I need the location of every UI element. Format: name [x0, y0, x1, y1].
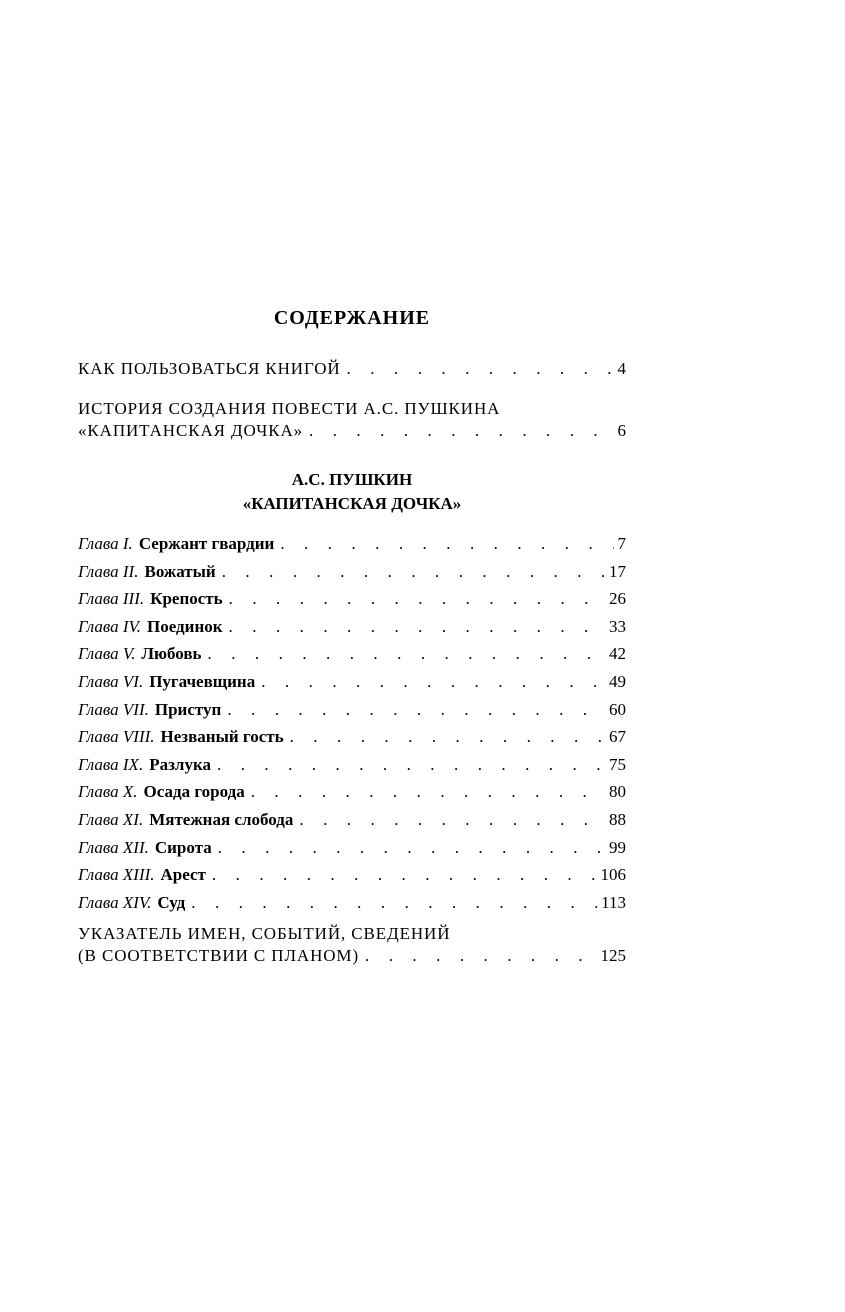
dot-leader [251, 778, 605, 806]
toc-entry-text: УКАЗАТЕЛЬ ИМЕН, СОБЫТИЙ, СВЕДЕНИЙ [78, 924, 451, 944]
chapter-name: Осада города [143, 782, 245, 802]
chapter-name: Разлука [149, 754, 211, 774]
chapter-name: Арест [160, 865, 206, 885]
chapter-label: Глава III. [78, 589, 145, 609]
chapter-label: Глава IV. [78, 616, 142, 636]
page-number: 33 [609, 616, 626, 636]
toc-title: СОДЕРЖАНИЕ [273, 307, 431, 329]
chapter-entry [78, 696, 626, 724]
page-number: 125 [600, 946, 626, 966]
page-number: 6 [617, 421, 626, 440]
work-heading [78, 468, 626, 516]
chapter-label: Глава IX. [78, 754, 144, 774]
chapter-label: Глава XII. [78, 837, 149, 857]
chapter-name: Незваный гость [160, 727, 284, 747]
toc-entry-text: (В СООТВЕТСТВИИ С ПЛАНОМ) [78, 946, 360, 966]
toc-entry-history [78, 398, 626, 442]
dot-leader [290, 723, 605, 751]
chapter-name: Любовь [141, 644, 202, 664]
chapter-name: Суд [157, 892, 186, 912]
page-number: 106 [600, 865, 626, 885]
chapter-list [78, 530, 626, 916]
chapter-entry [78, 751, 626, 779]
page-number: 7 [617, 534, 626, 553]
chapter-entry [78, 723, 626, 751]
chapter-entry [78, 530, 626, 558]
chapter-entry [78, 861, 626, 889]
page-number: 80 [609, 782, 626, 802]
toc-entry-text: ИСТОРИЯ СОЗДАНИЯ ПОВЕСТИ А.С. ПУШКИНА [78, 399, 501, 418]
page-number: 26 [609, 589, 626, 609]
dot-leader [229, 613, 605, 641]
chapter-entry [78, 640, 626, 668]
dot-leader [212, 861, 597, 889]
dot-leader [227, 696, 605, 724]
dot-leader [280, 530, 613, 558]
chapter-entry [78, 558, 626, 586]
dot-leader [217, 751, 605, 779]
page-number: 49 [609, 671, 626, 691]
chapter-name: Сирота [154, 837, 212, 857]
toc-entry-index [78, 923, 626, 967]
page-number: 4 [617, 359, 626, 378]
dot-leader [299, 806, 605, 834]
chapter-entry [78, 806, 626, 834]
chapter-label: Глава VI. [78, 671, 144, 691]
chapter-name: Крепость [150, 589, 223, 609]
chapter-label: Глава VIII. [78, 727, 155, 747]
page-number: 67 [609, 727, 626, 747]
chapter-label: Глава XIII. [78, 865, 155, 885]
chapter-name: Поединок [147, 616, 223, 636]
chapter-name: Вожатый [144, 561, 216, 581]
page-number: 88 [609, 809, 626, 829]
chapter-entry [78, 613, 626, 641]
chapter-entry [78, 834, 626, 862]
table-of-contents [78, 304, 626, 967]
page-number: 75 [609, 754, 626, 774]
page-number: 60 [609, 699, 626, 719]
work-author: А.С. ПУШКИН [291, 470, 413, 489]
page-number: 113 [601, 892, 626, 912]
dot-leader [222, 558, 605, 586]
page-number: 17 [609, 561, 626, 581]
chapter-name: Мятежная слобода [149, 809, 294, 829]
chapter-label: Глава XIV. [78, 892, 152, 912]
dot-leader [208, 640, 605, 668]
dot-leader [218, 834, 605, 862]
chapter-label: Глава V. [78, 644, 136, 664]
chapter-name: Пугачевщина [149, 671, 256, 691]
chapter-label: Глава II. [78, 561, 139, 581]
page-number: 99 [609, 837, 626, 857]
chapter-label: Глава XI. [78, 809, 144, 829]
toc-entry-text: «КАПИТАНСКАЯ ДОЧКА» [78, 421, 304, 440]
chapter-name: Приступ [154, 699, 222, 719]
dot-leader [347, 358, 614, 380]
toc-entry-how-to-use [78, 358, 626, 380]
page-number: 42 [609, 644, 626, 664]
chapter-label: Глава VII. [78, 699, 149, 719]
toc-entry-text: КАК ПОЛЬЗОВАТЬСЯ КНИГОЙ [78, 359, 341, 378]
dot-leader [191, 889, 597, 917]
chapter-entry [78, 585, 626, 613]
chapter-label: Глава X. [78, 782, 138, 802]
chapter-name: Сержант гвардии [138, 534, 275, 553]
chapter-label: Глава I. [78, 534, 133, 553]
chapter-entry [78, 668, 626, 696]
chapter-entry [78, 778, 626, 806]
dot-leader [365, 945, 596, 967]
dot-leader [261, 668, 605, 696]
dot-leader [229, 585, 605, 613]
chapter-entry [78, 889, 626, 917]
dot-leader [309, 420, 613, 442]
work-title: «КАПИТАНСКАЯ ДОЧКА» [242, 494, 462, 513]
